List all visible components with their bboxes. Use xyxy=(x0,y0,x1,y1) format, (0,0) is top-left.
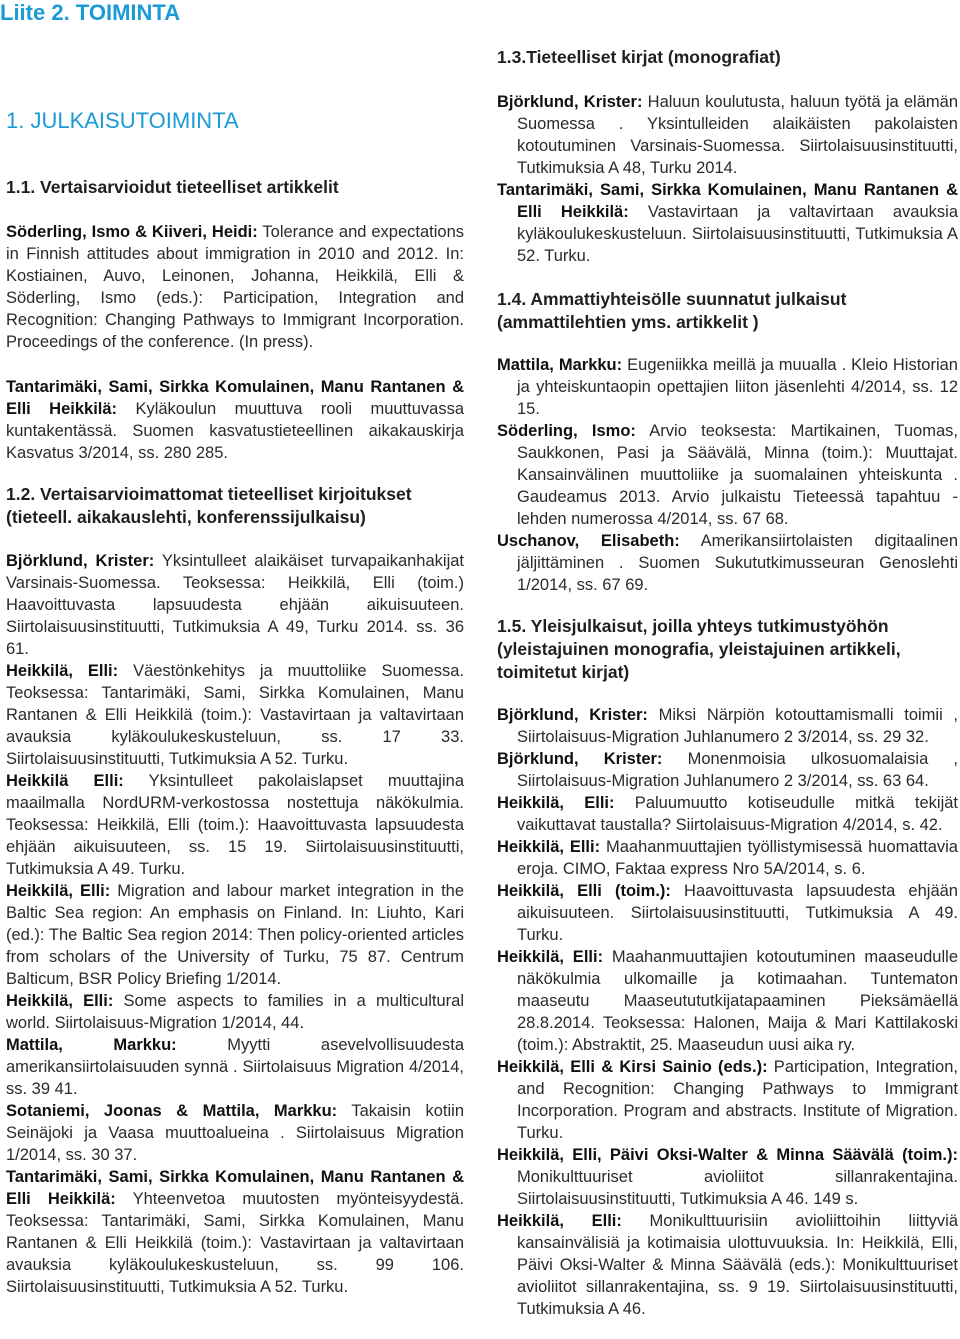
list-1-3 xyxy=(497,91,958,267)
list-item: Mattila, Markku: Eugeniikka meillä ja muualla . Kleio Historian ja yhteiskuntaopin opettajien liiton jäsenlehti 4/2014, ss. 12 15. xyxy=(497,356,958,418)
list-1-5 xyxy=(497,704,958,1320)
list-1-2 xyxy=(6,550,464,1298)
list-item: Söderling, Ismo: Arvio teoksesta: Martikainen, Tuomas, Saukkonen, Pasi ja Säävälä, Minna (toim.): Muuttajat. Kansainvälinen muuttoliike ja suomalainen yhteiskunta . Gaudeamus 2013. Arvio julkaistu Tieteessä tapahtuu -lehden numerossa 4/2014, ss. 67 68. xyxy=(497,422,958,528)
list-item: Heikkilä, Elli: Maahanmuuttajien kotoutuminen maaseudulle näkökulmia ulkomaille ja kotimaahan. Tuntematon maaseutu Maaseutututkijatapaaminen Pieksämäellä 28.8.2014. Teoksessa: Halonen, Maija & Mari Kattilakoski (toim.): Abstraktit, 25. Maaseudun uusi aika ry. xyxy=(497,948,958,1054)
list-item: Björklund, Krister: Miksi Närpiön kotouttamismalli toimii , Siirtolaisuus-Migration Juhlanumero 2 3/2014, ss. 29 32. xyxy=(497,706,958,746)
list-item: Heikkilä Elli: Yksintulleet pakolaislapset muuttajina maailmalla NordURM-verkostossa nostettuja näkökulmia. Teoksessa: Heikkilä, Elli (toim.): Haavoittuvasta lapsuudesta ehjään aikuisuuteen, ss. 15 19. Siirtolaisuusinstituutti, Tutkimuksia A 49. Turku. xyxy=(6,772,464,878)
list-item: Heikkilä, Elli: Maahanmuuttajien työllistymisessä huomattavia eroja. CIMO, Faktaa express Nro 5A/2014, s. 6. xyxy=(497,838,958,878)
list-item: Sotaniemi, Joonas & Mattila, Markku: Takaisin kotiin Seinäjoki ja Vaasa muuttoalueina . Siirtolaisuus Migration 1/2014, ss. 30 37. xyxy=(6,1102,464,1164)
list-item: Heikkilä, Elli: Paluumuutto kotiseudulle mitkä tekijät vaikuttavat taustalla? Siirtolaisuus-Migration 4/2014, s. 42. xyxy=(497,794,958,834)
list-item: Tantarimäki, Sami, Sirkka Komulainen, Manu Rantanen & Elli Heikkilä: Yhteenvetoa muutosten myönteisyydestä. Teoksessa: Tantarimäki, Sami, Sirkka Komulainen, Manu Rantanen & Elli Heikkilä (toim.): Vastavirtaan ja valtavirtaan avauksia kyläkoulukeskusteluun, ss. 99 106. Siirtolaisuusinstituutti, Tutkimuksia A 52. Turku. xyxy=(6,1168,464,1296)
list-item: Björklund, Krister: Monenmoisia ulkosuomalaisia , Siirtolaisuus-Migration Juhlanumero 2 3/2014, ss. 63 64. xyxy=(497,750,958,790)
list-item: Heikkilä, Elli: Migration and labour market integration in the Baltic Sea region: An emphasis on Finland. In: Liuhto, Kari (ed.): The Baltic Sea region 2014: Then policy-oriented articles from scholars of the University of Turku, 75 87. Centrum Balticum, BSR Policy Briefing 1/2014. xyxy=(6,882,465,988)
list-item: Söderling, Ismo & Kiiveri, Heidi: Tolerance and expectations in Finnish attitudes about immigration in 2010 and 2012. In: Kostiainen, Auvo, Leinonen, Johanna, Heikkilä, Elli & Söderling, Ismo (eds.): Participation, Integration and Recognition: Changing Pathways to Immigrant Incorporation. Proceedings of the conference. (In press). xyxy=(6,223,465,351)
list-item: Heikkilä, Elli: Väestönkehitys ja muuttoliike Suomessa. Teoksessa: Tantarimäki, Sami, Sirkka Komulainen, Manu Rantanen & Elli Heikkilä (toim.): Vastavirtaan ja valtavirtaan avauksia kyläkoulukeskusteluun, ss. 17 33. Siirtolaisuusinstituutti, Tutkimuksia A 52. Turku. xyxy=(6,662,464,768)
section-heading-1-5: 1.5. Yleisjulkaisut, joilla yhteys tutkimustyöhön (yleistajuinen monografia, yleistajuinen artikkeli, toimitetut kirjat) xyxy=(497,616,901,682)
section-heading-1-4: 1.4. Ammattiyhteisölle suunnatut julkaisut (ammattilehtien yms. artikkelit ) xyxy=(497,289,847,332)
list-item: Heikkilä, Elli: Some aspects to families in a multicultural world. Siirtolaisuus-Migration 1/2014, 44. xyxy=(6,992,465,1032)
list-1-1b xyxy=(6,376,464,464)
list-item: Heikkilä, Elli: Monikulttuurisiin avioliittoihin liittyviä kansainvälisiä ja kotimaisia ulottuvuuksia. In: Heikkilä, Elli, Päivi Oksi-Walter & Minna Säävälä (eds.): Monikulttuuriset avioliitot sillanrakentajina, ss. 9 19. Siirtolaisuusinstituutti, Tutkimuksia A 46. xyxy=(497,1212,959,1318)
page-title: Liite 2. TOIMINTA xyxy=(0,0,181,25)
list-item: Tantarimäki, Sami, Sirkka Komulainen, Manu Rantanen & Elli Heikkilä: Kyläkoulun muuttuva rooli muuttuvassa kuntakentässä. Suomen kasvatustieteellinen aikakauskirja Kasvatus 3/2014, ss. 280 285. xyxy=(6,378,464,462)
list-item: Heikkilä, Elli, Päivi Oksi-Walter & Minna Säävälä (toim.): Monikulttuuriset avioliitot sillanrakentajina. Siirtolaisuusinstituutti, Tutkimuksia A 46. 149 s. xyxy=(497,1146,958,1208)
list-item: Björklund, Krister: Yksintulleet alaikäiset turvapaikanhakijat Varsinais-Suomessa. Teoksessa: Heikkilä, Elli (toim.) Haavoittuvasta lapsuudesta ehjään aikuisuuteen. Siirtolaisuusinstituutti, Tutkimuksia A 49, Turku 2014. ss. 36 61. xyxy=(6,552,464,658)
list-1-1 xyxy=(6,221,464,353)
list-item: Heikkilä, Elli & Kirsi Sainio (eds.): Participation, Integration, and Recognition: Changing Pathways to Immigrant Incorporation. Program and abstracts. Institute of Migration. Turku. xyxy=(497,1058,958,1142)
section-heading-1-1: 1.1. Vertaisarvioidut tieteelliset artikkelit xyxy=(6,177,339,197)
section-heading-1-3: 1.3.Tieteelliset kirjat (monografiat) xyxy=(497,47,781,67)
list-item: Tantarimäki, Sami, Sirkka Komulainen, Manu Rantanen & Elli Heikkilä: Vastavirtaan ja valtavirtaan avauksia kyläkoulukeskusteluun. Siirtolaisuusinstituutti, Tutkimuksia A 52. Turku. xyxy=(497,181,958,265)
list-item: Heikkilä, Elli (toim.): Haavoittuvasta lapsuudesta ehjään aikuisuuteen. Siirtolaisuusinstituutti, Tutkimuksia A 49. Turku. xyxy=(497,882,958,944)
list-1-4 xyxy=(497,354,958,596)
list-item: Mattila, Markku: Myytti asevelvollisuudesta amerikansiirtolaisuuden synnä . Siirtolaisuus Migration 4/2014, ss. 39 41. xyxy=(6,1036,464,1098)
list-item: Uschanov, Elisabeth: Amerikansiirtolaisten digitaalinen jäljittäminen . Suomen Sukututkimusseuran Genoslehti 1/2014, ss. 67 69. xyxy=(497,532,958,594)
list-item: Björklund, Krister: Haluun koulutusta, haluun työtä ja elämän Suomessa . Yksintulleiden alaikäisten pakolaisten kotoutuminen Varsinais-Suomessa. Siirtolaisuusinstituutti, Tutkimuksia A 48, Turku 2014. xyxy=(497,93,958,177)
section-heading-1-2: 1.2. Vertaisarvioimattomat tieteelliset kirjoitukset (tieteell. aikakauslehti, konferenssijulkaisu) xyxy=(6,484,412,527)
section-heading-julkaisutoiminta: 1. JULKAISUTOIMINTA xyxy=(6,108,239,133)
